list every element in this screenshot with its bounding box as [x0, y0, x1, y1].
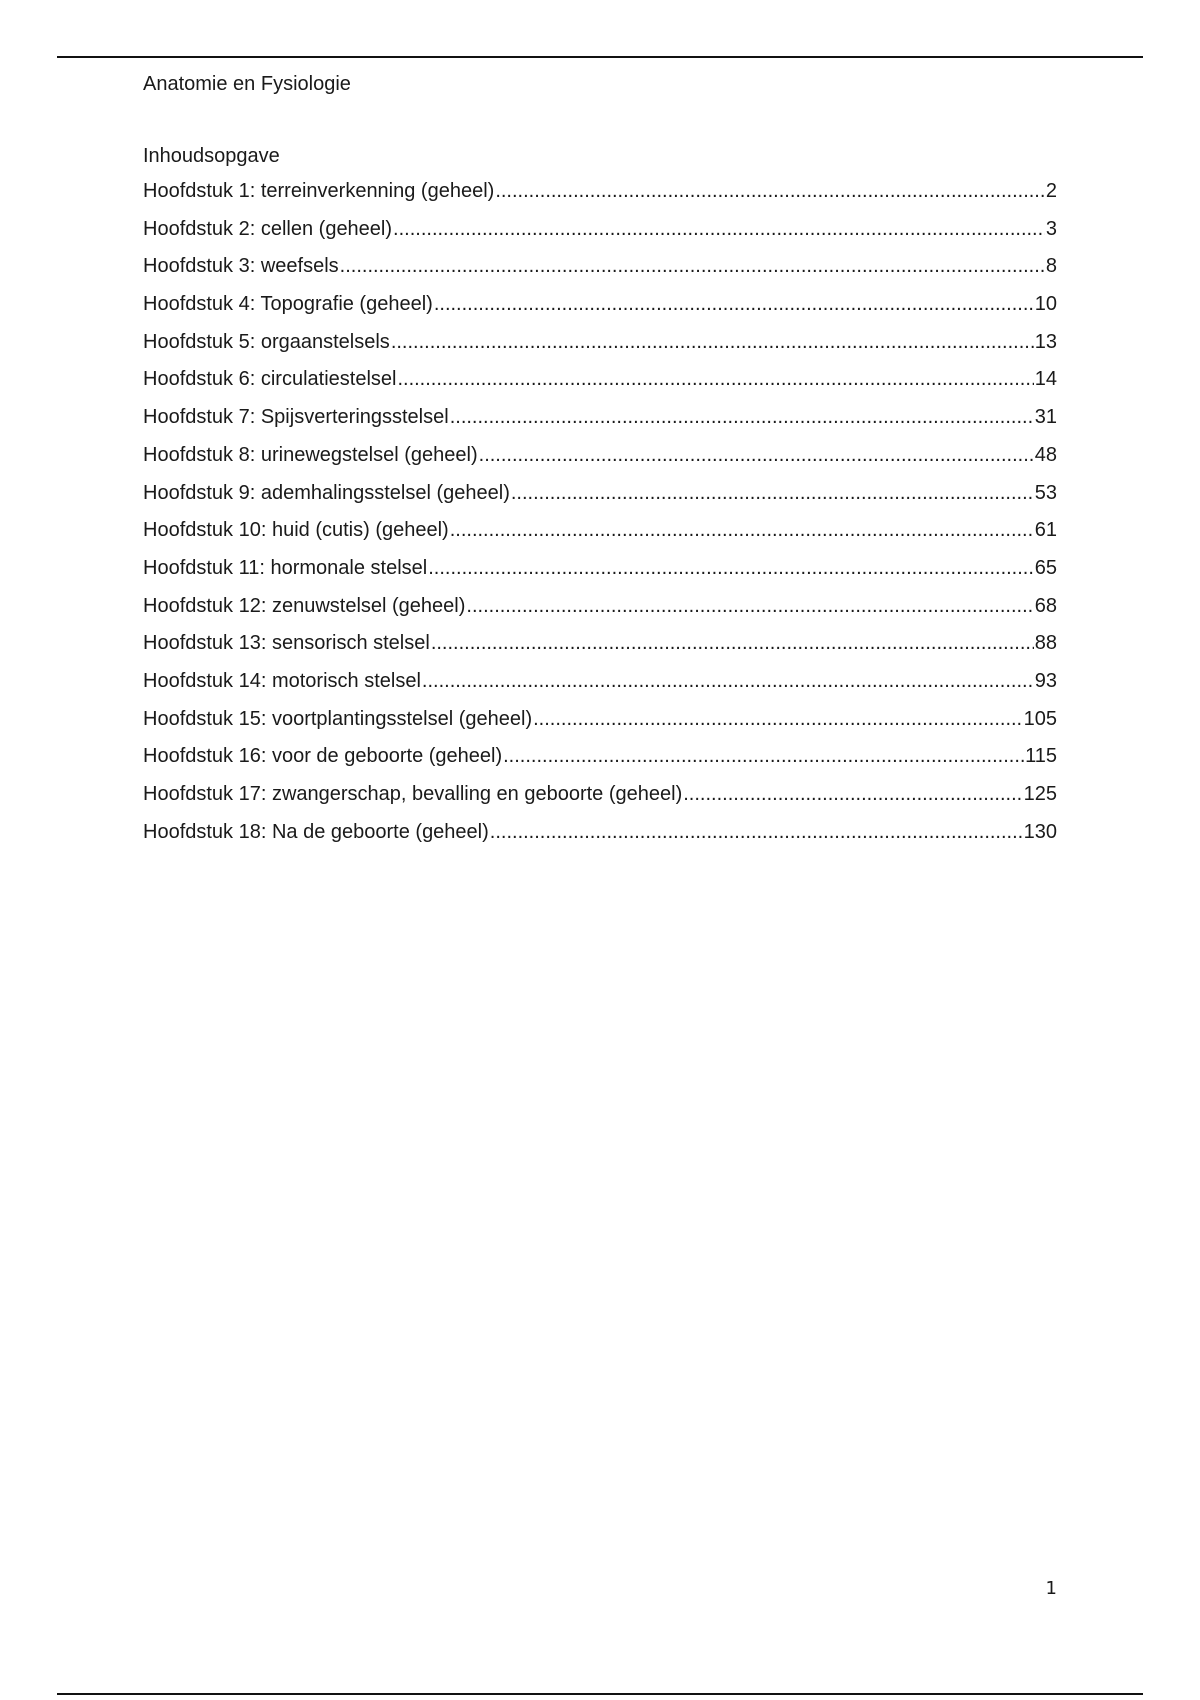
toc-entry-page: 88 [1034, 632, 1057, 655]
toc-dot-leader [503, 744, 1024, 768]
toc-entry[interactable] [143, 744, 1057, 782]
toc-entry[interactable] [143, 254, 1057, 292]
toc-entry-label: Hoofdstuk 2: cellen (geheel) [143, 217, 393, 240]
toc-entry-label: Hoofdstuk 13: sensorisch stelsel [143, 632, 430, 655]
toc-dot-leader [393, 217, 1045, 241]
toc-entry-label: Hoofdstuk 7: Spijsverteringsstelsel [143, 406, 449, 429]
toc-dot-leader [683, 782, 1022, 806]
toc-entry-label: Hoofdstuk 12: zenuwstelsel (geheel) [143, 594, 466, 617]
toc-entry[interactable] [143, 669, 1057, 707]
bottom-border-rule [57, 1693, 1143, 1695]
toc-entry-label: Hoofdstuk 5: orgaanstelsels [143, 330, 390, 353]
table-of-contents [143, 144, 1057, 857]
page-number: 1 [1045, 1578, 1057, 1599]
toc-entry-label: Hoofdstuk 11: hormonale stelsel [143, 556, 428, 579]
toc-entry-label: Hoofdstuk 9: ademhalingsstelsel (geheel) [143, 481, 510, 504]
toc-entry-page: 68 [1034, 594, 1057, 617]
toc-entry-label: Hoofdstuk 1: terreinverkenning (geheel) [143, 180, 495, 202]
toc-entry[interactable] [143, 217, 1057, 255]
toc-dot-leader [511, 481, 1034, 505]
toc-dot-leader [397, 367, 1033, 391]
toc-entry[interactable] [143, 481, 1057, 519]
toc-dot-leader [391, 330, 1034, 354]
toc-entry-label: Hoofdstuk 10: huid (cutis) (geheel) [143, 519, 449, 542]
toc-entry[interactable] [143, 330, 1057, 368]
toc-entry-page: 125 [1023, 783, 1057, 805]
top-border-rule [57, 56, 1143, 58]
toc-entry[interactable] [143, 179, 1057, 217]
toc-entry-page: 130 [1023, 820, 1057, 843]
toc-entry-page: 65 [1034, 556, 1057, 579]
toc-dot-leader [495, 179, 1045, 203]
toc-entry-page: 8 [1045, 255, 1057, 278]
toc-heading: Inhoudsopgave [143, 145, 280, 167]
toc-entry-page: 3 [1045, 217, 1057, 240]
toc-entry[interactable] [143, 292, 1057, 330]
toc-entry-label: Hoofdstuk 17: zwangerschap, bevalling en geboorte (geheel) [143, 783, 683, 805]
toc-entry[interactable] [143, 367, 1057, 405]
toc-entry[interactable] [143, 443, 1057, 481]
toc-entry-label: Hoofdstuk 6: circulatiestelsel [143, 368, 397, 391]
toc-dot-leader [490, 820, 1023, 844]
toc-dot-leader [533, 707, 1023, 731]
toc-entry-label: Hoofdstuk 4: Topografie (geheel) [143, 293, 433, 316]
toc-entry-label: Hoofdstuk 8: urinewegstelsel (geheel) [143, 443, 478, 466]
toc-entry[interactable] [143, 782, 1057, 820]
toc-entry-page: 53 [1034, 481, 1057, 504]
toc-entry-label: Hoofdstuk 14: motorisch stelsel [143, 669, 421, 692]
toc-entry-page: 105 [1023, 707, 1057, 730]
toc-list [143, 179, 1057, 857]
toc-dot-leader [450, 405, 1034, 429]
toc-entry-label: Hoofdstuk 3: weefsels [143, 255, 339, 278]
toc-entry-page: 14 [1034, 368, 1057, 391]
toc-entry[interactable] [143, 594, 1057, 632]
toc-dot-leader [450, 518, 1034, 542]
toc-entry-label: Hoofdstuk 16: voor de geboorte (geheel) [143, 745, 503, 768]
toc-entry-page: 61 [1034, 519, 1057, 542]
toc-entry[interactable] [143, 518, 1057, 556]
toc-dot-leader [428, 556, 1034, 580]
toc-entry-page: 93 [1034, 669, 1057, 692]
toc-dot-leader [479, 443, 1034, 467]
toc-entry[interactable] [143, 556, 1057, 594]
toc-entry[interactable] [143, 707, 1057, 745]
toc-entry-page: 2 [1045, 180, 1057, 202]
toc-entry-label: Hoofdstuk 15: voortplantingsstelsel (geheel) [143, 707, 533, 730]
toc-dot-leader [340, 254, 1045, 278]
toc-entry-label: Hoofdstuk 18: Na de geboorte (geheel) [143, 820, 489, 843]
toc-entry[interactable] [143, 405, 1057, 443]
document-title: Anatomie en Fysiologie [143, 73, 351, 95]
toc-dot-leader [434, 292, 1034, 316]
toc-dot-leader [422, 669, 1034, 693]
toc-entry-page: 31 [1034, 406, 1057, 429]
toc-entry[interactable] [143, 631, 1057, 669]
toc-entry-page: 48 [1034, 443, 1057, 466]
toc-entry-page: 10 [1034, 293, 1057, 316]
toc-dot-leader [431, 631, 1034, 655]
toc-entry-page: 115 [1025, 745, 1057, 768]
toc-entry-page: 13 [1034, 330, 1057, 353]
toc-entry[interactable] [143, 820, 1057, 858]
toc-dot-leader [466, 594, 1033, 618]
